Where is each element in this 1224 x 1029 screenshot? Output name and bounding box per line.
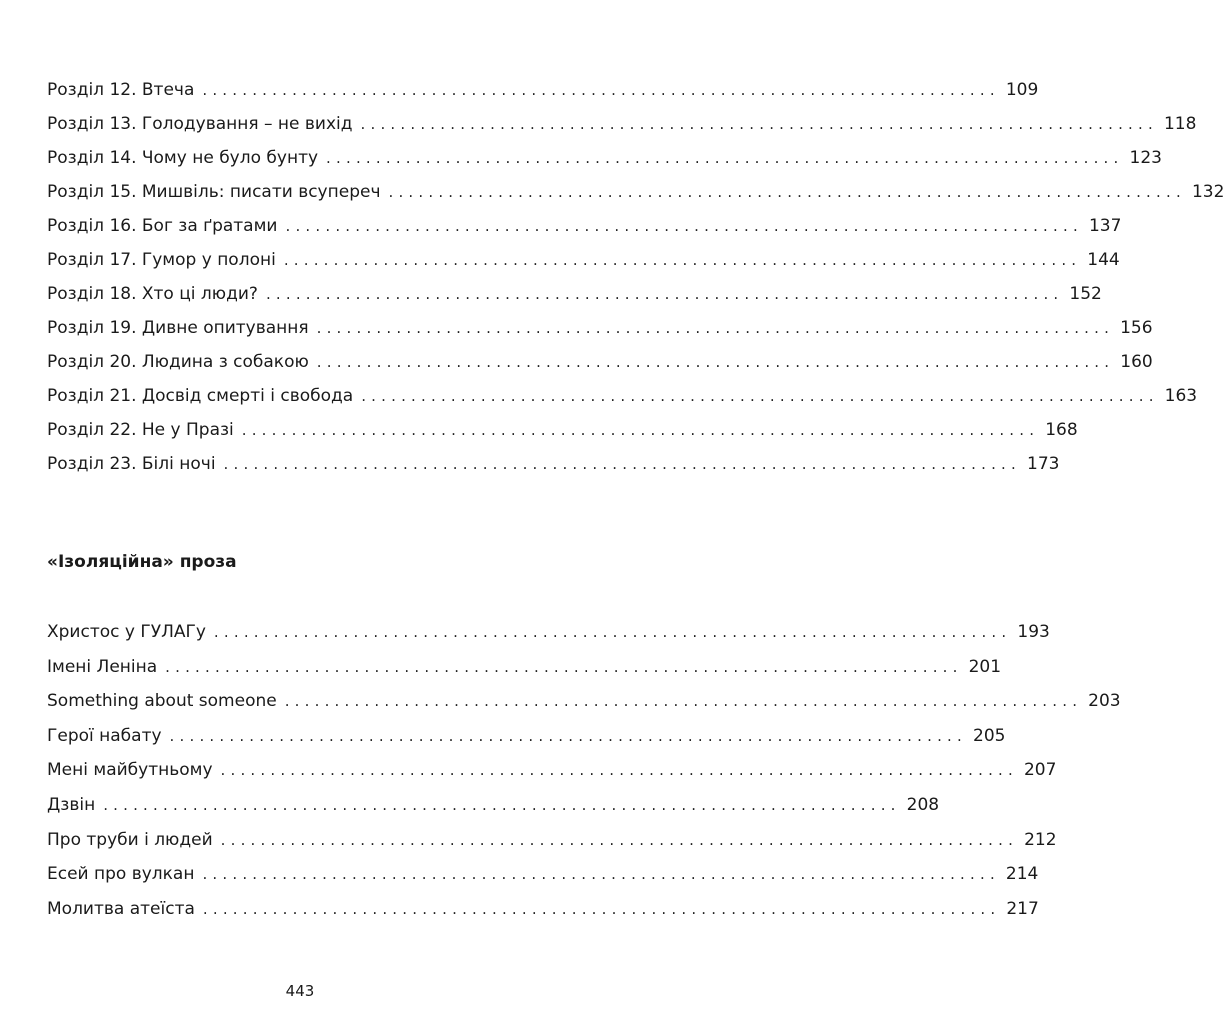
toc-leader-dots: ................................................................................ [220, 830, 1019, 849]
toc-entry [47, 209, 1122, 243]
toc-entry-title: Розділ 13. Голодування – не вихід [47, 114, 353, 134]
toc-entry-title: Про труби і людей [47, 829, 213, 850]
toc-entry-page: 163 [1164, 386, 1198, 406]
toc-entry [47, 243, 1120, 277]
toc-entry-page: 207 [1023, 760, 1057, 781]
toc-leader-dots: ................................................................................ [283, 251, 1082, 269]
toc-entry-title: Розділ 16. Бог за ґратами [47, 216, 278, 236]
toc-entry-page: 205 [973, 725, 1006, 746]
toc-entry-title: Герої набату [47, 725, 162, 746]
toc-leader-dots: ................................................................................ [220, 761, 1018, 780]
toc-entry-page: 214 [1005, 864, 1039, 885]
toc-entry-title: Молитва атеїста [47, 898, 195, 919]
toc-entry [47, 277, 1102, 311]
toc-entry-title: Розділ 14. Чому не було бунту [47, 148, 319, 168]
table-of-contents-chapters [47, 73, 1224, 481]
toc-leader-dots: ................................................................................ [165, 657, 963, 676]
toc-leader-dots: ................................................................................ [265, 285, 1064, 303]
toc-entry-page: 123 [1129, 148, 1162, 168]
toc-entry-title: Есей про вулкан [47, 864, 195, 885]
toc-entry-page: 144 [1087, 250, 1120, 270]
toc-entry-page: 156 [1120, 318, 1153, 338]
toc-entry-page: 217 [1006, 898, 1039, 919]
toc-entry-page: 203 [1088, 691, 1121, 712]
toc-entry-page: 208 [906, 794, 940, 815]
toc-entry-title: Розділ 12. Втеча [47, 80, 195, 100]
toc-entry [47, 753, 1057, 788]
toc-entry [47, 684, 1121, 719]
toc-entry [47, 379, 1198, 413]
toc-entry-page: 160 [1120, 352, 1153, 372]
toc-leader-dots: ................................................................................ [284, 692, 1083, 711]
page-number: 443 [285, 982, 315, 1000]
toc-entry-page: 137 [1088, 216, 1122, 236]
toc-entry-page: 212 [1024, 829, 1057, 850]
toc-leader-dots: ................................................................................ [360, 115, 1158, 133]
toc-leader-dots: ................................................................................ [223, 455, 1021, 473]
toc-entry-page: 168 [1045, 420, 1078, 440]
toc-entry-title: Something about someone [47, 691, 277, 712]
toc-entry-title: Розділ 23. Білі ночі [47, 454, 216, 474]
toc-entry-title: Мені майбутньому [47, 760, 213, 781]
toc-leader-dots: ................................................................................ [213, 623, 1012, 641]
toc-leader-dots: ................................................................................ [103, 795, 901, 814]
toc-entry [47, 823, 1057, 858]
toc-entry-title: Імені Леніна [47, 656, 158, 677]
toc-entry [47, 447, 1060, 481]
table-of-contents-prose [47, 615, 1121, 926]
toc-entry [47, 413, 1078, 447]
toc-entry-page: 173 [1027, 454, 1060, 474]
toc-entry-page: 118 [1163, 114, 1197, 134]
toc-leader-dots: ................................................................................ [285, 217, 1083, 235]
toc-entry [47, 892, 1039, 927]
toc-entry-title: Христос у ГУЛАГу [47, 622, 206, 642]
toc-entry [47, 311, 1153, 345]
toc-entry-page: 132 [1191, 182, 1224, 202]
toc-entry-title: Розділ 18. Хто ці люди? [47, 284, 258, 304]
toc-entry-page: 193 [1017, 622, 1050, 642]
toc-entry-title: Розділ 17. Гумор у полоні [47, 250, 276, 270]
section-heading: «Ізоляційна» проза [47, 552, 237, 572]
toc-entry-title: Дзвін [47, 794, 96, 815]
toc-entry [47, 615, 1050, 650]
toc-entry [47, 175, 1224, 209]
toc-entry [47, 141, 1162, 175]
toc-entry [47, 650, 1002, 685]
toc-leader-dots: ................................................................................ [202, 81, 1000, 99]
toc-leader-dots: ................................................................................ [202, 865, 1000, 884]
toc-leader-dots: ................................................................................ [388, 183, 1186, 201]
toc-leader-dots: ................................................................................ [169, 726, 967, 745]
toc-entry [47, 719, 1006, 754]
toc-entry-title: Розділ 21. Досвід смерті і свобода [47, 386, 354, 406]
toc-entry-title: Розділ 19. Дивне опитування [47, 318, 309, 338]
toc-leader-dots: ................................................................................ [316, 353, 1115, 371]
toc-leader-dots: ................................................................................ [316, 319, 1115, 337]
toc-entry [47, 345, 1153, 379]
toc-entry-page: 201 [968, 656, 1002, 677]
toc-entry-title: Розділ 15. Мишвіль: писати всупереч [47, 182, 381, 202]
toc-entry-page: 152 [1069, 284, 1102, 304]
toc-entry [47, 73, 1039, 107]
toc-entry [47, 857, 1039, 892]
toc-entry [47, 788, 940, 823]
toc-entry-title: Розділ 22. Не у Празі [47, 420, 234, 440]
toc-leader-dots: ................................................................................ [241, 421, 1040, 439]
toc-leader-dots: ................................................................................ [326, 149, 1124, 167]
toc-entry-page: 109 [1005, 80, 1039, 100]
toc-leader-dots: ................................................................................ [202, 899, 1001, 918]
toc-entry [47, 107, 1197, 141]
toc-leader-dots: ................................................................................ [361, 387, 1159, 405]
toc-entry-title: Розділ 20. Людина з собакою [47, 352, 309, 372]
